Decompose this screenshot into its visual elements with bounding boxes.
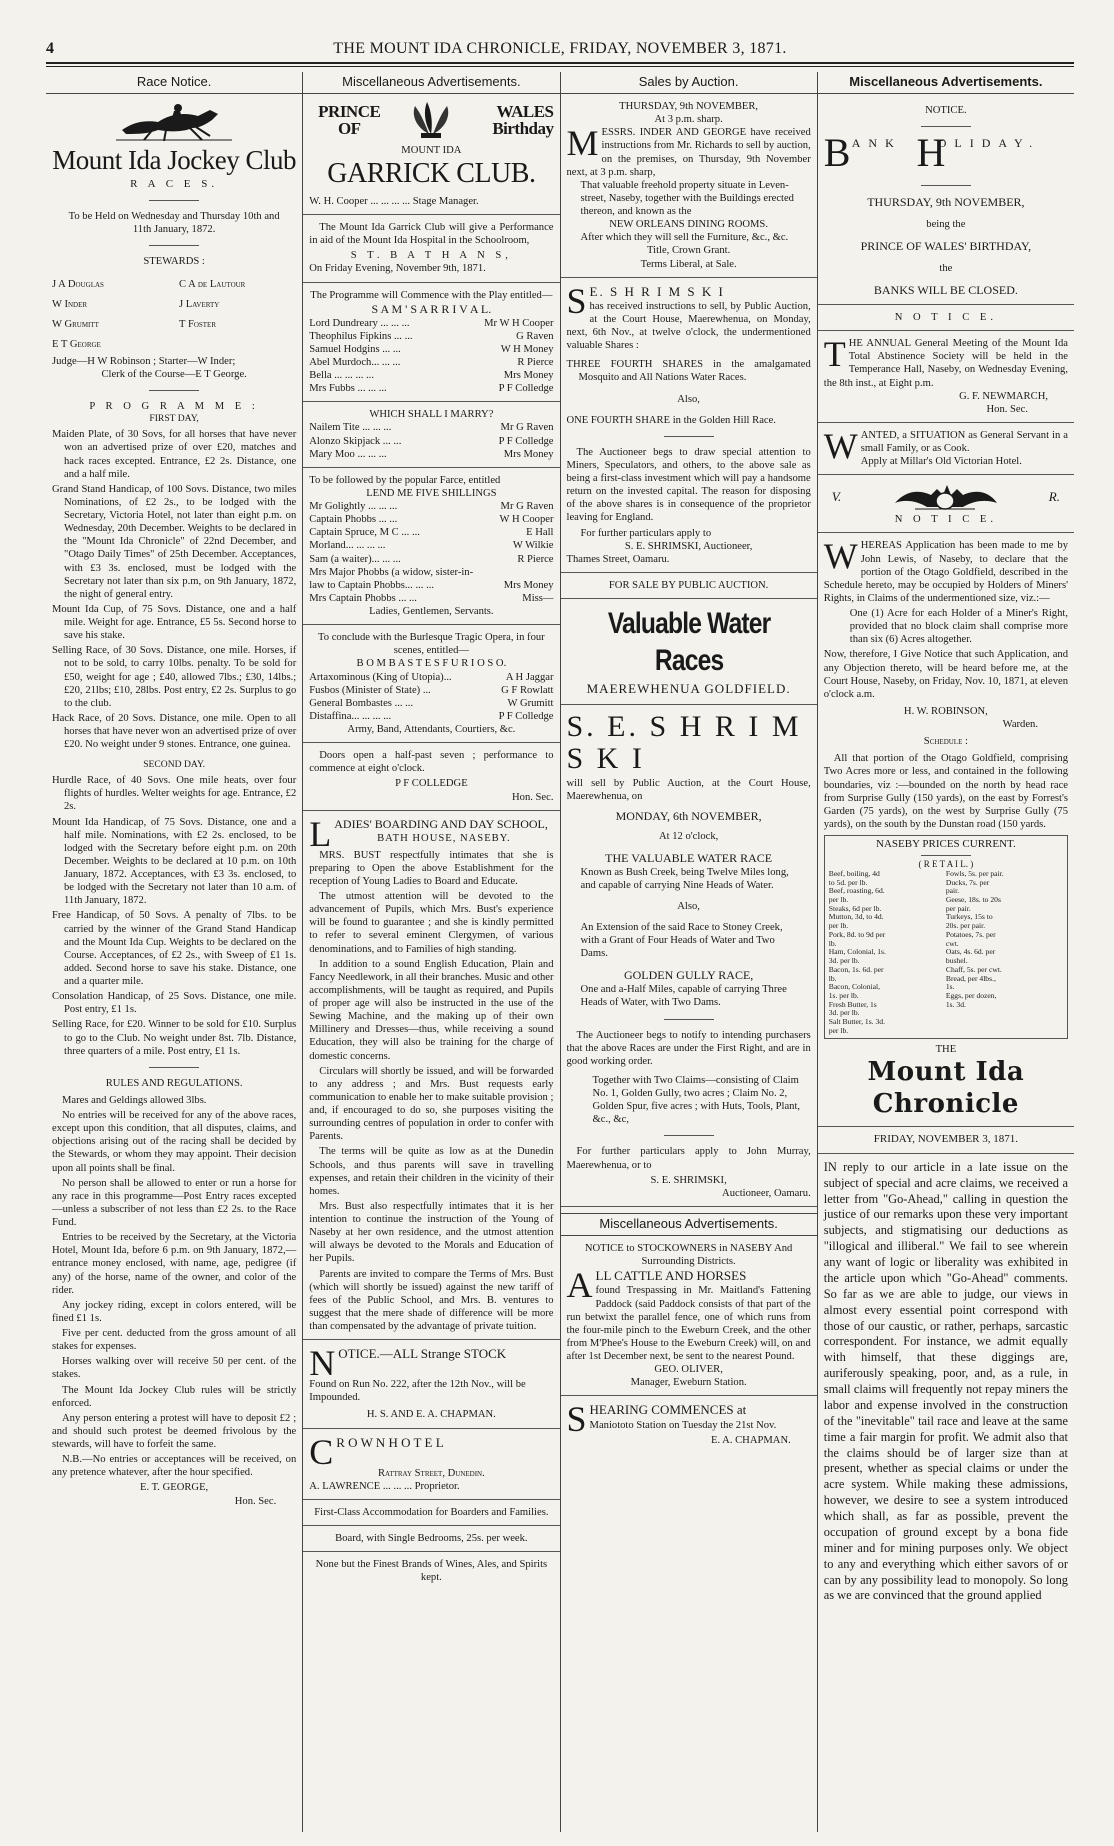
holiday-date: THURSDAY, 9th NOVEMBER, (867, 195, 1025, 210)
role: Mrs Fubbs ... ... ... (309, 383, 387, 395)
warden-name: H. W. ROBINSON, (903, 705, 988, 717)
divider (664, 436, 714, 437)
race-title: THE VALUABLE WATER RACE (605, 850, 773, 865)
divider (303, 1551, 559, 1552)
divider (818, 330, 1074, 331)
inder-title: Title, Crown Grant. (647, 245, 731, 257)
auctioneer-name: S. E. SHRIMSKI, (650, 1174, 727, 1186)
steward: T Foster (179, 318, 217, 330)
page-number: 4 (46, 40, 54, 57)
divider (303, 282, 559, 283)
race-body: One and a-Half Miles, capable of carrying Three Heads of Water, with Two Dams. (580, 984, 787, 1009)
prices-title: NASEBY PRICES CURRENT. (876, 838, 1016, 851)
shrimski-shares-ad (566, 280, 811, 566)
cattle-body: found Trespassing in Mr. Maitland's Fattening Paddock (said Paddock consists of that part of the run betwixt the parallel fence, one of which runs from the four-mile pinch to the Eweburn Creek, and the other from M'Phee's House to the Eweburn Creek) will, on and after 1st December next, be sent to the nearest Pound. (566, 1285, 811, 1363)
divider (303, 401, 559, 402)
price-item: Bacon, Colonial, 1s. per lb. (828, 982, 881, 1000)
actor: P F Colledge (498, 383, 554, 395)
rule: Entries to be received by the Secretary, at the Victoria Hotel, Mount Ida, before 6 p.m. on 9th January, 1872,—entrance money enclosed, with name, age, pedigree (if any) of the horse, name of the owner, and color of the rider. (52, 1232, 297, 1296)
notice-title: N O T I C E. (894, 312, 998, 324)
divider (149, 1067, 199, 1068)
price-item: Oats, 4s. 6d. per bushel. (945, 947, 996, 966)
army-note: Army, Band, Attendants, Courtiers, &c. (347, 724, 516, 736)
inder-body: ESSRS. INDER AND GEORGE have received instructions from Mr. Richards to sell by auction, on the premises, on Thursday, 9th November next, at 3 p.m. sharp, (566, 127, 811, 178)
race-entry: Hack Race, of 20 Sovs. Distance, one mile. Open to all horses that have never won an advertised prize of over £20. No weight under 9 stones. Entrance, one guinea. (52, 712, 297, 751)
hotel-line: Board, with Single Bedrooms, 25s. per week. (335, 1532, 528, 1544)
school-subtitle: BATH HOUSE, NASEBY. (377, 832, 511, 844)
actor: A H Jaggar (505, 671, 554, 683)
actor: Mrs Money (503, 370, 554, 382)
divider (149, 200, 199, 201)
royal-coat-of-arms-icon (885, 481, 1005, 513)
secretary-title: Hon. Sec. (512, 791, 554, 803)
vr-left: V. (831, 489, 842, 505)
stock-notice-body: Found on Run No. 222, after the 12th Nov., will be Impounded. (309, 1379, 526, 1404)
hotel-proprietor: A. LAWRENCE ... ... ... Proprietor. (309, 1480, 460, 1492)
notice-title: N O T I C E. (894, 514, 998, 526)
shares-note: The Auctioneer begs to draw special attention to Miners, Speculators, and others, to the above sale as being a first-class investment which will pay a handsome return on the invested capital. The reason for disposing of the above shares is in consequence of the proprietor leaving for England. (566, 446, 811, 524)
mount-ida-label: MOUNT IDA (401, 145, 462, 157)
actor: Mrs Money (503, 579, 554, 591)
auctioneer-title: Auctioneer, Oamaru. (722, 1187, 811, 1199)
divider (818, 532, 1074, 533)
first-day-title: FIRST DAY, (149, 413, 199, 425)
the-label: the (939, 263, 953, 275)
school-paragraph: The utmost attention will be devoted to the advancement of Pupils, which Mrs. Bust's experience will be found to guarantee ; and she is kindly permitted to refer to several eminent Clergymen, of various denominations, and to Families of high standing. (309, 891, 554, 955)
race-note: The Auctioneer begs to notify to intending purchasers that the above Races are under the First Right, and are in good working order. (566, 1029, 811, 1067)
steward: J A Douglas (52, 278, 104, 290)
rule: The Mount Ida Jockey Club rules will be strictly enforced. (52, 1384, 297, 1409)
dropcap-t: T (823, 334, 846, 375)
race-entry: Grand Stand Handicap, of 100 Sovs. Distance, two miles Nominations, of £2 2s., to be lodged with the Secretary, Victoria Hotel, not later than eight p.m. on Wednesday, 20th December. Weights to be declared in the "Mount Ida Chronicle" of 22nd December, and "Otago Daily Times" of 25th December. Acceptances, with £3 3s. enclosed, must be lodged with the Secretary not later than six p.m, on 9th January, 1872, the night of general entry. (52, 483, 297, 600)
school-paragraph: Circulars will shortly be issued, and will be forwarded to any address ; and Mrs. Bust requests early communication to enable her to make suitable provision ; and, if encouraged to do so, she purposes visiting the surrounding centres of population in order to confer with Parents. (309, 1065, 554, 1143)
divider (303, 214, 559, 215)
particulars-note: For further particulars apply to John Murray, Maerewhenua, or to (566, 1146, 811, 1171)
signer-title: Hon. Sec. (234, 1495, 277, 1507)
inder-property: That valuable freehold property situate in Leven-street, Naseby, together with the Buildings erected thereon, and known as the (580, 179, 794, 218)
meeting-body: HE ANNUAL General Meeting of the Mount Ida Total Abstinence Society will be held in the Temperance Hall, Naseby, on Wednesday Evening, the 8th inst., at Eight p.m. (823, 338, 1068, 389)
performance-date: On Friday Evening, November 9th, 1871. (309, 263, 486, 275)
race-dates: To be Held on Wednesday and Thursday 10th and 11th January, 1872. (68, 211, 280, 236)
shares-entry: ONE FOURTH SHARE in the Golden Hill Race. (566, 414, 776, 426)
se-time: At 12 o'clock, (658, 830, 719, 842)
prices-subtitle: ( R E T A I L. ) (918, 858, 974, 869)
divider (561, 598, 817, 599)
divider (303, 810, 559, 811)
school-ad (309, 813, 554, 1334)
dropcap-s: S (566, 280, 587, 321)
rule: N.B.—No entries or acceptances will be received, on any pretence whatever, after the hour specified. (52, 1454, 297, 1479)
second-day-title: SECOND DAY. (143, 759, 206, 771)
price-item: Salt Butter, 1s. 3d. per lb. (828, 1017, 885, 1035)
column-header: Miscellaneous Advertisements. (303, 72, 559, 94)
school-title: ADIES' BOARDING AND DAY SCHOOL, (334, 816, 548, 831)
school-paragraph: Mrs. Bust also respectfully intimates that it is her intention to continue the instruction of the Young of Naseby at her own residence, and the utmost attention will always be devoted to the Morals and Education of her Pupils. (309, 1200, 554, 1265)
particulars-note: For further particulars apply to (580, 527, 712, 539)
garrick-title: GARRICK CLUB. (327, 158, 536, 190)
price-item: Beef, roasting, 6d. per lb. (828, 886, 885, 905)
race-entry: Hurdle Race, of 40 Sovs. One mile heats, over four flights of hurdles. Welter weights for age. Entrance, £2 2s. (52, 775, 297, 813)
column-header: Race Notice. (46, 72, 302, 94)
actor: R Pierce (517, 553, 554, 565)
vr-right: R. (1048, 489, 1060, 505)
rule: No person shall be allowed to enter or run a horse for any race in this programme—Post Entry races excepted—unless a subscriber of not less than £2 2s. to the Race Fund. (52, 1177, 297, 1229)
hotel-title: R O W N H O T E L (336, 1434, 444, 1450)
also-label: Also, (677, 393, 700, 405)
race-entry: Mount Ida Cup, of 75 Sovs. Distance, one and a half mile. Weight for age. Entrance, £5 5s. Second horse to save his stake. (52, 603, 297, 642)
prince-of-wales-banner (309, 100, 553, 140)
divider (818, 474, 1074, 475)
school-paragraph: Parents are invited to compare the Terms of Mrs. Bust (which will shortly be issued) against the new tariff of fees of the Public School, and Mrs. B. ventures to suggest that the mere shade of difference will be more than compensated by the advantage of private tuition. (309, 1268, 554, 1333)
divider (921, 855, 971, 856)
meeting-signer: G. F. NEWMARCH, (959, 390, 1048, 402)
price-item: Fresh Butter, 1s 3d. per lb. (828, 999, 877, 1018)
divider (303, 1428, 559, 1429)
masthead (46, 0, 1074, 58)
shrimski-body: has received instructions to sell, by Public Auction, at the Court House, Maerewhenua, on Monday, next, 6th Nov., at twelve o'clock, the undermentioned valuable Shares : (566, 300, 811, 352)
divider (303, 1339, 559, 1340)
rule: No entries will be received for any of the above races, except upon this condition, that all disputes, claims, and objections arising out of the racing shall be decided by the Stewards, or whom they may appoint. Their decision upon all points shall be final. (52, 1110, 297, 1174)
meeting-signer-title: Hon. Sec. (986, 403, 1028, 415)
prince-label: PRINCE OF (318, 102, 381, 139)
divider (921, 185, 971, 186)
auctioneer-place: Thames Street, Oamaru. (566, 553, 670, 565)
schedule-title: Schedule : (923, 736, 968, 748)
auction-date: THURSDAY, 9th NOVEMBER, (619, 101, 759, 113)
cast-list (309, 500, 553, 605)
birthday-label: PRINCE OF WALES' BIRTHDAY, (860, 239, 1032, 254)
columns (46, 72, 1074, 1832)
cattle-title: LL CATTLE AND HORSES (595, 1268, 747, 1284)
being-label: being the (926, 219, 966, 231)
divider (303, 624, 559, 625)
racehorse-icon (114, 100, 234, 142)
hotel-line: None but the Finest Brands of Wines, Ales, and Spirits kept. (315, 1559, 548, 1584)
race-entry: Selling Race, of 30 Sovs. Distance, one mile. Horses, if not to be sold, to carry 10lbs. penalty. To be sold for £50, weight for age ; £40, allowed 7lbs.; £30, 14lbs.; £20, 21lbs; £10, 28lbs. Post entry, £2 2s. Surplus to go to the club. (52, 645, 297, 709)
se-date: MONDAY, 6th NOVEMBER, (615, 808, 762, 823)
dropcap-h: H (916, 130, 946, 176)
stock-notice-title: OTICE.—ALL Strange STOCK (338, 1346, 507, 1362)
farce-note: To be followed by the popular Farce, entitled (309, 474, 501, 486)
role: Abel Murdoch... ... ... (309, 356, 401, 368)
actor: W Wilkie (512, 540, 554, 552)
dropcap-w: W (823, 536, 858, 577)
prices-list (829, 870, 1063, 1036)
rule: Any jockey riding, except in colors entered, will be fined £1 1s. (52, 1299, 297, 1324)
stock-notice-ad (309, 1343, 553, 1421)
divider (818, 304, 1074, 305)
price-item: Beef, boiling, 4d to 5d. per lb. (828, 868, 880, 887)
whereas-size: One (1) Acre for each Holder of a Miner's Right, provided that no block claim shall comprise more than six (6) Acres altogether. (849, 608, 1068, 646)
actor: R Pierce (517, 356, 554, 368)
price-item: Pork, 8d. to 9d per lb. (828, 929, 886, 948)
shrimski-title: E. S H R I M S K I (589, 283, 725, 299)
se-body: will sell by Public Auction, at the Court House, Maerewhenua, on (566, 777, 811, 802)
price-item: Geese, 18s. to 20s per pair. (945, 895, 1001, 913)
wanted-ad (823, 425, 1068, 468)
divider (303, 1525, 559, 1526)
schedule-body: All that portion of the Otago Goldfield, comprising Two Acres more or less, and contained in the following boundaries, viz :—bounded on the north by head race from Surprise Gully (150 yards), on the east by Forrest's Garden (75 yards), on the west by Surprise Gully (75 yards), on the south by the Dunstan road (150 yards. (823, 753, 1068, 830)
whereas-body: HEREAS Application has been made to me by John Lewis, of Naseby, to declare that the portion of the Otago Goldfield, described in the Schedule hereto, may be occupied by Holders of Miners' Rights, in Claims of the undermentioned size, viz.:— (823, 540, 1068, 604)
rules-title: RULES AND REGULATIONS. (105, 1077, 243, 1089)
public-auction-title: FOR SALE BY PUBLIC AUCTION. (608, 579, 769, 591)
divider (561, 704, 817, 705)
stewards-list (52, 275, 296, 356)
actor: P F Colledge (498, 710, 554, 722)
auctioneer-name: S. E. SHRIMSKI, Auctioneer, (624, 540, 753, 552)
rule: Horses walking over will receive 50 per cent. of the stakes. (52, 1356, 297, 1381)
divider (149, 390, 199, 391)
goldfield-title: MAEREWHENUA GOLDFIELD. (586, 681, 791, 697)
cattle-ad (566, 1265, 811, 1389)
price-item: Ham, Colonial, 1s. 3d. per lb. (828, 947, 886, 966)
divider (664, 1019, 714, 1020)
column-header: Miscellaneous Advertisements. (818, 72, 1074, 94)
actor: P F Colledge (498, 435, 554, 447)
editorial-article: IN reply to our article in a late issue on the subject of special and acre claims, we received a letter from "Go-Ahead," calling in question the justice of our remarks upon these very important subjects, and stigmatising our deductions as "illogical and illiberal." We fail to see wherein any want of logic or liberality was exhibited in the article upon which "Go-Ahead" comments. So far as we are able to judge, our views in almost every essential point correspond with those of our caustic, or rather, perhaps, sarcastic correspondent. For instance, we admit equally with himself, that these diggings are, auriferously speaking, poor, and, as a rule, in small claims will frequently not repay miners the labor and expense involved in the construction of the "inevitable" tail race and leave at the same time a fair margin for profit. We admit also that the claims should be of larger size than at present, whether as special claims or under the acre system. While making these admissions, however, we desire to see a system introduced which shall, as far as possible, prevent the occupation of ground except by a bona fide miner and for mining purposes only. We object to any and everything which either savors of or can by any possibility lead to monopoly. So long as we are convinced that the ground applied (823, 1159, 1068, 1603)
races-subtitle: R A C E S. (130, 177, 219, 190)
dropcap-a: A (566, 1265, 593, 1306)
wales-label: WALES Birthday (492, 102, 554, 139)
doors-note: Doors open a half-past seven ; performance to commence at eight o'clock. (309, 750, 554, 775)
hotel-line: First-Class Accommodation for Boarders and Families. (314, 1506, 549, 1518)
stock-owners-notice: NOTICE to STOCKOWNERS in NASEBY And Surrounding Districts. (584, 1243, 793, 1268)
actor: Mrs Money (503, 448, 554, 460)
price-item: Chaff, 5s. per cwt. (945, 964, 1002, 974)
price-item: Bacon, 1s. 6d. per lb. (828, 964, 884, 983)
role: Captain Phobbs ... ... (309, 514, 398, 526)
clerk-line: Clerk of the Course—E T George. (101, 369, 247, 381)
role: Samuel Hodgins ... ... (309, 343, 401, 355)
steward: J Laverty (179, 298, 220, 310)
auction-time: At 3 p.m. sharp. (654, 114, 723, 126)
dropcap-b: B (823, 130, 851, 176)
burlesque-note: To conclude with the Burlesque Tragic Opera, in four scenes, entitled— (318, 632, 545, 657)
notice-title: NOTICE. (925, 105, 967, 117)
bank-holiday-letters: ANK OLIDAY. (851, 136, 1041, 151)
paper-the: THE (935, 1043, 957, 1055)
shearing-signer: E. A. CHAPMAN. (710, 1435, 791, 1447)
divider (818, 1126, 1074, 1127)
role: Fusbos (Minister of State) ... (309, 684, 431, 696)
inder-after: After which they will sell the Furniture, &c., &c. (580, 232, 789, 244)
school-paragraph: In addition to a sound English Education, Plain and Fancy Needlework, in all their branches. Music and other accomplishments, will be taught as required, and Pupils of proper age will also be instructed in the use of the Sewing Machine, and the making up of their own Millinery and Dresses—thus, while receiving a sound Education, they will also be training for the charge of domestic concerns. (309, 958, 554, 1062)
role: Mary Moo ... ... ... (309, 448, 387, 460)
steward: W Inder (52, 298, 88, 310)
divider (303, 467, 559, 468)
actor: Mr W H Cooper (484, 317, 554, 329)
stock-notice-signer: H. S. AND E. A. CHAPMAN. (366, 1409, 496, 1421)
rule: Five per cent. deducted from the gross amount of all stakes for expenses. (52, 1328, 297, 1353)
divider (149, 245, 199, 246)
column-auction (561, 72, 818, 1832)
cast-list (309, 317, 553, 396)
stewards-title: STEWARDS : (143, 256, 205, 268)
actor: E Hall (526, 527, 554, 539)
dropcap-c: C (309, 1431, 334, 1472)
paper-date: FRIDAY, NOVEMBER 3, 1871. (873, 1133, 1018, 1146)
column-header: Miscellaneous Advertisements. (561, 1213, 817, 1236)
steward: E T George (52, 338, 101, 350)
divider (664, 1135, 714, 1136)
dropcap-l: L (309, 813, 332, 854)
role: Lord Dundreary ... ... ... (309, 317, 410, 329)
warden-title: Warden. (1002, 719, 1038, 731)
divider (303, 1499, 559, 1500)
race-title: GOLDEN GULLY RACE, (623, 968, 754, 983)
cast-list (309, 421, 553, 460)
price-item: Potatoes, 7s. per cwt. (945, 929, 996, 948)
role: Alonzo Skipjack ... ... (309, 435, 402, 447)
wanted-body: ANTED, a SITUATION as General Servant in a small Family, or as Cook. (860, 429, 1068, 455)
programme-title: P R O G R A M M E : (89, 401, 259, 413)
dropcap-w: W (823, 425, 858, 466)
role: Mrs Major Phobbs (a widow, sister-in-law to Captain Phobbs... ... ... (309, 566, 474, 591)
secretary-name: P F COLLEDGE (395, 778, 468, 790)
role: Nailem Tite ... ... ... (309, 422, 392, 434)
royal-crest-banner (824, 481, 1068, 513)
divider (561, 1395, 817, 1396)
race-entry: Free Handicap, of 50 Sovs. A penalty of 7lbs. to be carried by the winner of the Grand Stand Handicap and the Mount Ida Cup. Weights to be declared on the Course. Acceptances, of £2 2s., with Sweep of £1 1s. added. Second horse to save his stake. Distance, one and a quarter mile. (52, 910, 297, 988)
school-paragraph: The terms will be quite as low as at the Dunedin Schools, and thus parents will save in travelling expenses, and retain their children in the vicinity of their homes. (309, 1146, 554, 1197)
dropcap-m: M (566, 123, 599, 164)
crown-hotel-ad (309, 1431, 553, 1585)
play-title: WHICH SHALL I MARRY? (369, 409, 494, 421)
role: Bella ... ... ... ... (309, 370, 374, 382)
race-entry: Maiden Plate, of 30 Sovs, for all horses that have never won an advertised prize of over £20, matches and hack races excepted. Entrance, £2 2s. Distance, one and a half mile. (52, 429, 297, 480)
inder-ad (566, 123, 811, 270)
role: Mr Golightly ... ... ... (309, 501, 398, 513)
steward: W Grumitt (52, 318, 99, 330)
dropcap-n: N (309, 1343, 336, 1384)
programme-note: The Programme will Commence with the Play entitled— (310, 289, 553, 301)
se-shrimski-title: S. E. S H R I M S K I (566, 709, 802, 775)
prices-current-table (824, 835, 1068, 1038)
claims-note: Together with Two Claims—consisting of Claim No. 1, Golden Gully, two acres ; Claim No. 2, Golden Spur, five acres ; with Huts, Tools, Plant, &c., &c, (592, 1074, 801, 1126)
newspaper-title: THE MOUNT IDA CHRONICLE, FRIDAY, NOVEMBER 3, 1871. (333, 40, 787, 57)
divider (561, 277, 817, 278)
role: Mrs Captain Phobbs ... ... (309, 592, 417, 604)
race-body: Known as Bush Creek, being Twelve Miles long, and capable of carrying Nine Heads of Water. (580, 866, 789, 891)
price-item: Steaks, 6d per lb. (828, 903, 882, 913)
actor: G F Rowlatt (501, 684, 554, 696)
price-item: Eggs, per dozen, 1s. 3d. (945, 990, 997, 1009)
column-header: Sales by Auction. (561, 72, 817, 94)
shearing-ad (566, 1399, 811, 1447)
whereas-now: Now, therefore, I Give Notice that such Application, and any Objection thereto, will be heard before me, at the Court House, Naseby, on Friday, Nov. 10, 1871, at eleven o'clock a.m. (823, 649, 1068, 700)
divider (303, 742, 559, 743)
role: Captain Spruce, M C ... ... (309, 527, 420, 539)
inder-name: NEW ORLEANS DINING ROOMS. (609, 219, 768, 231)
role: Artaxominous (King of Utopia)... (309, 671, 452, 683)
prince-of-wales-feathers-icon (407, 100, 455, 140)
role: Distaffina... ... ... ... (309, 710, 392, 722)
play-title: B O M B A S T E S F U R I O S O. (356, 658, 507, 670)
signer: E. T. GEORGE, (140, 1482, 209, 1494)
masthead-rule (46, 62, 1074, 67)
club-title: Mount Ida Jockey Club (52, 145, 296, 176)
race-entry: Selling Race, for £20. Winner to be sold for £10. Surplus to go to the Club. No weight under 8st. 7lb. Distance, three quarters of a mile. Post entry, £1 1s. (52, 1019, 297, 1057)
price-item: Ducks, 7s. per pair. (945, 877, 990, 896)
actor: W Grumitt (507, 697, 554, 709)
rule: Any person entering a protest will have to deposit £2 ; and should such protest be deemed frivolous by the stewards, will have to forfeit the same. (52, 1412, 297, 1451)
race-entry: Consolation Handicap, of 25 Sovs. Distance, one mile. Post entry, £1 1s. (52, 991, 297, 1016)
performance-intro: The Mount Ida Garrick Club will give a Performance in aid of the Mount Ida Hospital in the Schoolroom, (309, 222, 554, 247)
shearing-body: Maniototo Station on Tuesday the 21st Nov. (589, 1419, 777, 1431)
water-races-title: Valuable Water Races (607, 607, 770, 678)
divider (921, 126, 971, 127)
wanted-apply: Apply at Millar's Old Victorian Hotel. (860, 456, 1022, 468)
actor: W H Cooper (499, 514, 554, 526)
banks-closed: BANKS WILL BE CLOSED. (873, 283, 1018, 298)
rule: Mares and Geldings allowed 3lbs. (62, 1094, 207, 1106)
ladies-note: Ladies, Gentlemen, Servants. (369, 606, 494, 618)
race-entry: Mount Ida Handicap, of 75 Sovs. Distance, one and a half mile. Nominations, with £2 2s. enclosed, to be lodged with the Secretary before eight p.m. on 20th December. Weights to be declared at 10 p.m. on 10th January, 1872. Acceptances, with £3 3s. enclosed, to be lodged with the Secretary not later than 10 a.m. of 11th January, 1872. (52, 816, 297, 907)
shares-entry: THREE FOURTH SHARES in the amalgamated Mosquito and All Nations Water Races. (566, 359, 811, 384)
whereas-ad (823, 536, 1068, 831)
also-label: Also, (677, 900, 700, 912)
divider (561, 572, 817, 573)
column-race-notice (46, 72, 303, 1832)
price-item: Fowls, 5s. per pair. (945, 868, 1004, 878)
race-extension: An Extension of the said Race to Stoney Creek, with a Grant of Four Heads of Water and Two Dams. (580, 922, 783, 960)
steward: C A de Lautour (179, 278, 246, 290)
judge-line: Judge—H W Robinson ; Starter—W Inder; (52, 356, 236, 368)
cattle-signer: GEO. OLIVER, (654, 1364, 723, 1376)
actor: Mr G Raven (500, 422, 554, 434)
role: Sam (a waiter)... ... ... (309, 553, 401, 565)
price-item: Mutton, 3d, to 4d. per lb. (828, 912, 884, 931)
stage-manager: W. H. Cooper ... ... ... ... Stage Manager. (309, 195, 479, 207)
divider (561, 1206, 817, 1207)
price-item: Turkeys, 15s to 20s. per pair. (945, 912, 993, 931)
cattle-signer-title: Manager, Eweburn Station. (630, 1377, 747, 1389)
role: Theophilus Fipkins ... ... (309, 330, 413, 342)
actor: G Raven (516, 330, 554, 342)
hotel-street: Rattray Street, Dunedin. (377, 1467, 485, 1479)
school-paragraph: MRS. BUST respectfully intimates that she is preparing to Open the above Establishment for the reception of Young Ladies to Board and Educate. (309, 849, 554, 887)
paper-nameplate: Mount Ida Chronicle (867, 1056, 1025, 1119)
role: Morland... ... ... ... (309, 540, 386, 552)
divider (818, 422, 1074, 423)
play-title: LEND ME FIVE SHILLINGS (366, 487, 497, 499)
price-item: Bread, per 4lbs., 1s. (945, 973, 996, 992)
venue: S T. B A T H A N S, (350, 250, 512, 262)
actor: Mr G Raven (500, 501, 554, 513)
column-misc-ads (303, 72, 560, 1832)
role: General Bombastes ... ... (309, 697, 414, 709)
cast-list (309, 671, 553, 724)
inder-terms: Terms Liberal, at Sale. (640, 258, 737, 270)
divider (818, 1153, 1074, 1154)
actor: W H Money (500, 343, 554, 355)
play-title: S A M ' S A R R I V A L. (371, 301, 492, 316)
actor: Miss— (522, 592, 554, 604)
meeting-ad (823, 334, 1068, 416)
dropcap-s: S (566, 1399, 587, 1440)
shearing-title: HEARING COMMENCES at (589, 1402, 747, 1418)
column-misc-ads-2 (818, 72, 1074, 1832)
